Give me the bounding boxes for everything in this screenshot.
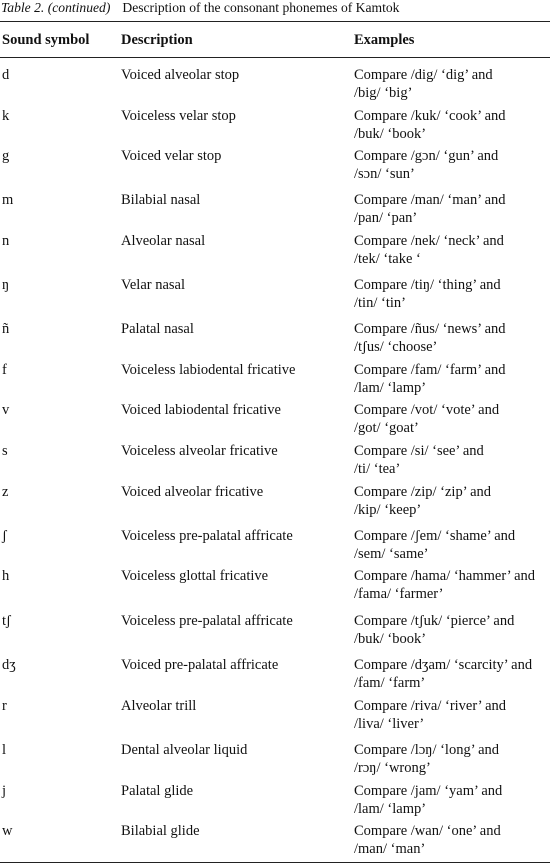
description-cell: Palatal glide xyxy=(121,783,194,799)
example-line: Compare /vot/ ‘vote’ and xyxy=(354,402,500,418)
description-cell: Alveolar trill xyxy=(121,698,197,714)
sound-symbol-cell: ñ xyxy=(2,321,10,337)
examples-cell xyxy=(354,483,491,519)
description-cell: Voiced labiodental fricative xyxy=(121,402,281,418)
example-line: Compare /dig/ ‘dig’ and xyxy=(354,67,493,83)
example-line: /pan/ ‘pan’ xyxy=(354,210,418,226)
example-line: /lam/ ‘lamp’ xyxy=(354,801,427,817)
example-line: Compare /tiŋ/ ‘thing’ and xyxy=(354,277,501,293)
description-cell: Palatal nasal xyxy=(121,321,194,337)
examples-cell xyxy=(354,567,535,603)
example-line: /buk/ ‘book’ xyxy=(354,631,427,647)
sound-symbol-cell: dʒ xyxy=(2,657,16,673)
examples-cell xyxy=(354,361,506,397)
sound-symbol-cell: j xyxy=(2,783,7,799)
description-cell: Voiceless labiodental fricative xyxy=(121,362,296,378)
description-cell: Voiceless pre-palatal affricate xyxy=(121,528,293,544)
table-header-rule xyxy=(0,57,550,58)
description-cell: Voiced velar stop xyxy=(121,148,222,164)
example-line: /rɔŋ/ ‘wrong’ xyxy=(354,760,431,776)
column-header-sound-symbol: Sound symbol xyxy=(2,32,90,48)
sound-symbol-cell: h xyxy=(2,568,10,584)
description-cell: Bilabial nasal xyxy=(121,192,201,208)
sound-symbol-cell: v xyxy=(2,402,10,418)
description-cell: Voiceless glottal fricative xyxy=(121,568,269,584)
sound-symbol-cell: f xyxy=(2,362,7,378)
sound-symbol-cell: d xyxy=(2,67,10,83)
description-cell: Voiced alveolar fricative xyxy=(121,484,264,500)
example-line: /lam/ ‘lamp’ xyxy=(354,380,427,396)
table-caption-label: Table 2. (continued) xyxy=(1,0,111,15)
example-line: Compare /ʃem/ ‘shame’ and xyxy=(354,528,516,544)
example-line: Compare /ñus/ ‘news’ and xyxy=(354,321,506,337)
sound-symbol-cell: ŋ xyxy=(2,277,10,293)
examples-cell xyxy=(354,232,504,268)
description-cell: Velar nasal xyxy=(121,277,186,293)
sound-symbol-cell: ʃ xyxy=(2,528,7,544)
example-line: Compare /gɔn/ ‘gun’ and xyxy=(354,148,499,164)
sound-symbol-cell: s xyxy=(2,443,8,459)
example-line: /fam/ ‘farm’ xyxy=(354,675,426,691)
description-cell: Voiceless alveolar fricative xyxy=(121,443,278,459)
example-line: /tin/ ‘tin’ xyxy=(354,295,406,311)
description-cell: Voiced alveolar stop xyxy=(121,67,240,83)
example-line: /sem/ ‘same’ xyxy=(354,546,429,562)
example-line: Compare /zip/ ‘zip’ and xyxy=(354,484,492,500)
description-cell: Alveolar nasal xyxy=(121,233,206,249)
example-line: Compare /jam/ ‘yam’ and xyxy=(354,783,503,799)
sound-symbol-cell: r xyxy=(2,698,7,714)
example-line: Compare /tʃuk/ ‘pierce’ and xyxy=(354,613,515,629)
sound-symbol-cell: k xyxy=(2,108,10,124)
description-cell: Dental alveolar liquid xyxy=(121,742,248,758)
description-cell: Voiceless pre-palatal affricate xyxy=(121,613,293,629)
examples-cell xyxy=(354,401,499,437)
example-line: Compare /nek/ ‘neck’ and xyxy=(354,233,504,249)
description-cell: Bilabial glide xyxy=(121,823,200,839)
examples-cell xyxy=(354,107,506,143)
example-line: /buk/ ‘book’ xyxy=(354,126,427,142)
column-header-examples: Examples xyxy=(354,32,415,48)
example-line: /sɔn/ ‘sun’ xyxy=(354,166,415,182)
examples-cell xyxy=(354,147,498,183)
example-line: Compare /hama/ ‘hammer’ and xyxy=(354,568,536,584)
examples-cell xyxy=(354,442,484,478)
column-header-description: Description xyxy=(121,32,193,48)
sound-symbol-cell: n xyxy=(2,233,10,249)
example-line: /kip/ ‘keep’ xyxy=(354,502,422,518)
description-cell: Voiceless velar stop xyxy=(121,108,236,124)
example-line: /big/ ‘big’ xyxy=(354,85,413,101)
example-line: Compare /riva/ ‘river’ and xyxy=(354,698,507,714)
sound-symbol-cell: w xyxy=(2,823,13,839)
examples-cell xyxy=(354,741,499,777)
sound-symbol-cell: l xyxy=(2,742,7,758)
example-line: /ti/ ‘tea’ xyxy=(354,461,401,477)
example-line: /tek/ ‘take ‘ xyxy=(354,251,421,267)
table-caption xyxy=(1,0,399,16)
table-bottom-rule xyxy=(0,862,550,863)
example-line: /got/ ‘goat’ xyxy=(354,420,419,436)
example-line: Compare /kuk/ ‘cook’ and xyxy=(354,108,506,124)
examples-cell xyxy=(354,656,532,692)
sound-symbol-cell: g xyxy=(2,148,10,164)
examples-cell xyxy=(354,276,501,312)
examples-cell xyxy=(354,320,506,356)
examples-cell xyxy=(354,697,506,733)
example-line: /fama/ ‘farmer’ xyxy=(354,586,444,602)
sound-symbol-cell: tʃ xyxy=(2,613,11,629)
example-line: /liva/ ‘liver’ xyxy=(354,716,425,732)
example-line: Compare /man/ ‘man’ and xyxy=(354,192,506,208)
example-line: Compare /wan/ ‘one’ and xyxy=(354,823,501,839)
table-top-rule xyxy=(0,21,550,22)
example-line: /tʃus/ ‘choose’ xyxy=(354,339,438,355)
examples-cell xyxy=(354,191,506,227)
examples-cell xyxy=(354,612,514,648)
example-line: Compare /lɔŋ/ ‘long’ and xyxy=(354,742,500,758)
examples-cell xyxy=(354,782,502,818)
description-cell: Voiced pre-palatal affricate xyxy=(121,657,279,673)
examples-cell xyxy=(354,66,493,102)
sound-symbol-cell: m xyxy=(2,192,14,208)
example-line: Compare /si/ ‘see’ and xyxy=(354,443,484,459)
examples-cell xyxy=(354,527,515,563)
example-line: Compare /dʒam/ ‘scarcity’ and xyxy=(354,657,533,673)
table-caption-title: Description of the consonant phonemes of Kamtok xyxy=(122,0,400,15)
example-line: Compare /fam/ ‘farm’ and xyxy=(354,362,506,378)
example-line: /man/ ‘man’ xyxy=(354,841,426,857)
sound-symbol-cell: z xyxy=(2,484,9,500)
examples-cell xyxy=(354,822,501,858)
